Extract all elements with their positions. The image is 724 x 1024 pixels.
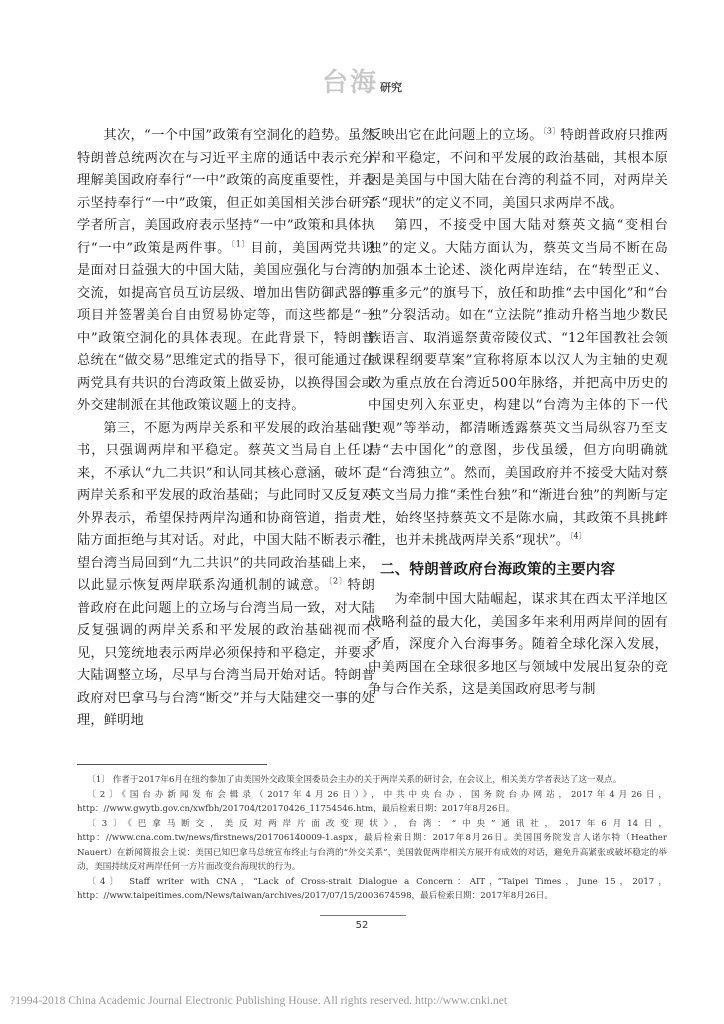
footnote-ref[interactable]: 〔3〕 bbox=[542, 126, 561, 136]
footnote: 〔2〕《国台办新闻发布会辑录（2017年4月26日）》，中共中央台办、国务院台办网站，2017年4月26日，http：//www.gwytb.gov.cn/xwfbh/201704/t20170426_11754546.htm，最后检索日期：2017年8月26日。 bbox=[77, 789, 667, 814]
paragraph: 其次，“一个中国”政策有空洞化的趋势。虽然特朗普总统两次在与习近平主席的通话中表示充分理解美国政府奉行“一中”政策的高度重要性，并表示坚持奉行“一中”政策，但正如美国相关涉台研究学者所言，美国政府表示坚持“一中”政策和具体执行“一中”政策是两件事。$^{〔1〕}$目前，美国两党共识是面对日益强大的中国大陆，美国应强化与台湾的交流，如提高官员互访层级、增加出售防御武器的项目并签署美台自由贸易协定等，而这些都是“一中”政策空洞化的具体表现。在此背景下，特朗普总统在“做交易”思维定式的指导下，很可能通过在两党具有共识的台湾政策上做妥协，以换得国会或外交建制派在其他政策议题上的支持。 bbox=[77, 128, 375, 413]
paragraph: 为牵制中国大陆崛起，谋求其在西太平洋地区战略利益的最大化，美国多年来利用两岸间的固有矛盾，深度介入台海事务。随着全球化深入发展，中美两国在全球很多地区与领域中发展出复杂的竞争与合作关系，这是美国政府思考与制 bbox=[368, 592, 668, 697]
paragraph: 反映出它在此问题上的立场。$^{〔3〕}$特朗普政府只推两岸和平稳定，不问和平发展的政治基础，其根本原因是美国与中国大陆在台湾的利益不同，对两岸关系“现状”的定义不同，美国只求两岸不战。 bbox=[368, 126, 668, 211]
paragraph: 第四，不接受中国大陆对蔡英文搞“变相台独”的定义。大陆方面认为，蔡英文当局不断在岛内加强本土论述、淡化两岸连结，在“转型正义、尊重多元”的旗号下，放任和助推“去中国化”和“台独”分裂活动。如在“立法院”推动升格当地少数民族语言、取消遥祭黄帝陵仪式、“12年国教社会领域课程纲要草案”宣称将原本以汉人为主轴的史观改为重点放在台湾近500年脉络，并把高中历史的中国史列入东亚史，构建以“台湾为主体的下一代史观”等举动，都清晰透露蔡英文当局纵容乃至支持“去中国化”的意图，步伐虽缓，但方向明确就是“台湾独立”。然而，美国政府并不接受大陆对蔡英文当局力推“柔性台独”和“渐进台独”的判断与定性，始终坚持蔡英文不是陈水扁，其政策不具挑衅性，也并未挑战两岸关系“现状”。$^{〔4〕}$ bbox=[368, 218, 668, 548]
journal-logo bbox=[322, 62, 402, 99]
left-column bbox=[77, 125, 375, 733]
footnotes bbox=[77, 773, 667, 904]
footnote-ref[interactable]: 〔2〕 bbox=[328, 576, 348, 586]
logo-main-text: 台海 bbox=[321, 68, 378, 98]
logo-sub-text: 研究 bbox=[380, 81, 402, 94]
paragraph: 第三，不愿为两岸关系和平发展的政治基础背书，只强调两岸和平稳定。蔡英文当局自上任以来，不承认“九二共识”和认同其核心意涵，破坏了两岸关系和平发展的政治基础；与此同时又反复对外界表示，希望保持两岸沟通和协商管道，指责大陆方面拒绝与其对话。对此，中国大陆不断表示希望台湾当局回到“九二共识”的共同政治基础上来，以此显示恢复两岸联系沟通机制的诚意。$^{〔2〕}$特朗普政府在此问题上的立场与台湾当局一致，对大陆反复强调的两岸关系和平发展的政治基础视而不见，只笼统地表示两岸必须保持和平稳定，并要求大陆调整立场，尽早与台湾当局开始对话。特朗普政府对巴拿马与台湾“断交”并与大陆建交一事的处理，鲜明地 bbox=[77, 420, 375, 728]
section-title: 二、特朗普政府台海政策的主要内容 bbox=[380, 561, 616, 578]
copyright-notice: ?1994-2018 China Academic Journal Electronic Publishing House. All rights reserved. http://www.cnki.net bbox=[10, 994, 508, 1007]
footnote: 〔4〕 Staff writer with CNA，“Lack of Cross-strait Dialogue a Concern：AIT，”Taipei Times，June 15，2017，http：//www.taipeitimes.com/News/taiwan/archives/2017/07/15/2003674598，最后检索日期：2017年8月26日。 bbox=[77, 876, 667, 901]
footnote-ref[interactable]: 〔1〕 bbox=[231, 239, 251, 249]
page-number: 52 bbox=[355, 920, 369, 931]
right-column bbox=[368, 125, 668, 702]
journal-header bbox=[0, 62, 724, 102]
footnote: 〔3〕《巴拿马断交，美反对两岸片面改变现状》，台湾：“中央”通讯社，2017年6月14日，http：//www.cna.com.tw/news/firstnews/201706140009-1.aspx，最后检索日期：2017年8月26日。美国国务院发言人诺尔特（Heather Nauert）在新闻简报会上说：美国已知巴拿马总统宣布终止与台湾的“外交关系”，美国敦促两岸相关方展开有成效的对话，避免升高紧张或破坏稳定的举动，美国持续反对两岸任何一方片面改变台海现状的行为。 bbox=[77, 818, 667, 872]
footnote-ref[interactable]: 〔4〕 bbox=[569, 531, 588, 541]
footnote: 〔1〕 作者于2017年6月在纽约参加了由美国外交政策全国委员会主办的关于两岸关系的研讨会，在会议上，相关美方学者表达了这一观点。 bbox=[87, 775, 622, 785]
footnote-divider bbox=[77, 764, 267, 765]
page-number-divider bbox=[320, 915, 406, 916]
